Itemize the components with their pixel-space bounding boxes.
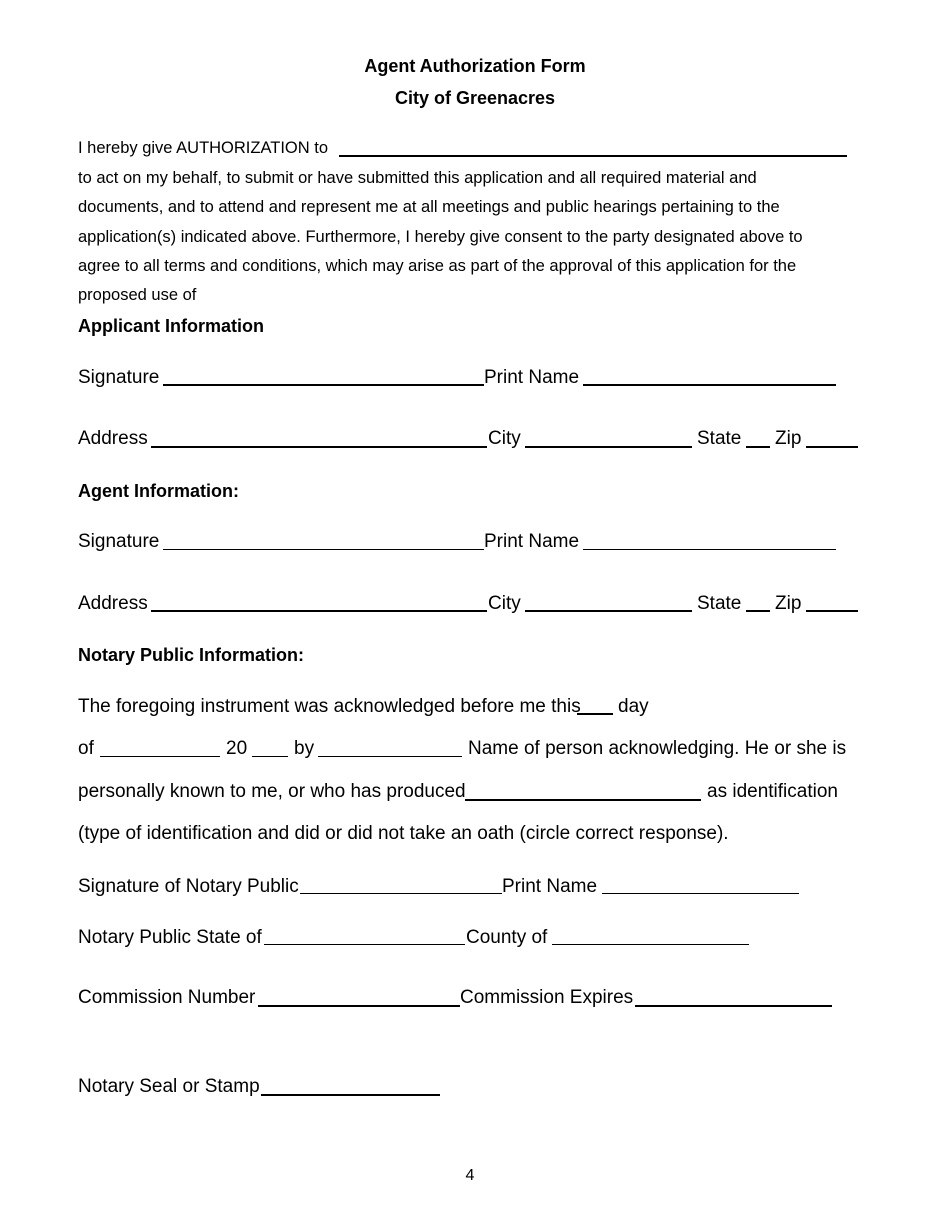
notary-oath-text: (type of identification and did or did not take an oath (circle correct response). (78, 823, 729, 844)
notary-signature-label: Signature of Notary Public (78, 876, 299, 897)
form-subtitle: City of Greenacres (394, 88, 556, 108)
notary-ack-produced-text: personally known to me, or who has produced (78, 781, 466, 802)
applicant-city-field[interactable] (525, 446, 692, 448)
notary-ack-identification-text: as identification (707, 781, 838, 802)
applicant-zip-field[interactable] (806, 446, 858, 448)
commission-expires-label: Commission Expires (460, 987, 634, 1008)
applicant-state-label: State (697, 428, 742, 449)
agent-signature-label: Signature (78, 531, 160, 552)
authorization-body-line: proposed use of (78, 286, 197, 304)
ack-year-field[interactable] (252, 756, 288, 757)
commission-number-field[interactable] (258, 1005, 460, 1007)
ack-month-field[interactable] (100, 756, 220, 757)
ack-person-name-field[interactable] (318, 756, 462, 757)
notary-ack-day-label: day (618, 696, 649, 717)
applicant-city-label: City (488, 428, 521, 449)
agent-state-field[interactable] (746, 610, 770, 612)
notary-ack-name-text: Name of person acknowledging. He or she is (468, 738, 847, 759)
authorization-body-line: application(s) indicated above. Furthermore, I hereby give consent to the party designated above to (78, 228, 803, 246)
agent-zip-label: Zip (775, 593, 802, 614)
notary-state-label: Notary Public State of (78, 927, 262, 948)
agent-city-field[interactable] (525, 610, 692, 612)
agent-state-label: State (697, 593, 742, 614)
applicant-print-name-field[interactable] (583, 384, 836, 386)
agent-zip-field[interactable] (806, 610, 858, 612)
agent-signature-field[interactable] (163, 549, 484, 550)
agent-print-name-field[interactable] (583, 549, 836, 550)
notary-ack-of-label: of (78, 738, 94, 759)
agent-address-field[interactable] (151, 610, 487, 612)
applicant-state-field[interactable] (746, 446, 770, 448)
agent-print-name-label: Print Name (484, 531, 580, 552)
notary-ack-year-prefix: 20 (226, 738, 248, 759)
applicant-address-field[interactable] (151, 446, 487, 448)
applicant-section-heading: Applicant Information (78, 316, 264, 336)
applicant-address-label: Address (78, 428, 148, 449)
applicant-signature-label: Signature (78, 367, 160, 388)
page-number: 4 (465, 1167, 475, 1184)
notary-ack-text: The foregoing instrument was acknowledged before me this (78, 696, 581, 717)
notary-signature-field[interactable] (300, 893, 502, 894)
form-title: Agent Authorization Form (364, 56, 586, 76)
notary-seal-field[interactable] (261, 1094, 440, 1096)
commission-number-label: Commission Number (78, 987, 256, 1008)
notary-seal-label: Notary Seal or Stamp (78, 1076, 260, 1097)
authorization-body-line: to act on my behalf, to submit or have submitted this application and all required material and (78, 169, 757, 187)
agent-section-heading: Agent Information: (78, 481, 239, 501)
agent-city-label: City (488, 593, 521, 614)
notary-county-label: County of (466, 927, 548, 948)
notary-print-name-field[interactable] (602, 893, 799, 894)
notary-section-heading: Notary Public Information: (78, 645, 305, 665)
notary-county-field[interactable] (552, 944, 749, 945)
authorized-party-field[interactable] (339, 155, 847, 157)
authorization-body-line: agree to all terms and conditions, which may arise as part of the approval of this application for the (78, 257, 797, 275)
applicant-zip-label: Zip (775, 428, 802, 449)
commission-expires-field[interactable] (635, 1005, 832, 1007)
authorization-body-line: documents, and to attend and represent me at all meetings and public hearings pertaining to the (78, 198, 780, 216)
notary-state-field[interactable] (264, 944, 465, 945)
notary-print-name-label: Print Name (502, 876, 598, 897)
notary-ack-by-label: by (294, 738, 315, 759)
applicant-print-name-label: Print Name (484, 367, 580, 388)
applicant-signature-field[interactable] (163, 384, 484, 386)
authorization-intro: I hereby give AUTHORIZATION to (78, 139, 329, 157)
agent-address-label: Address (78, 593, 148, 614)
ack-day-field[interactable] (577, 713, 613, 715)
identification-field[interactable] (465, 799, 701, 801)
